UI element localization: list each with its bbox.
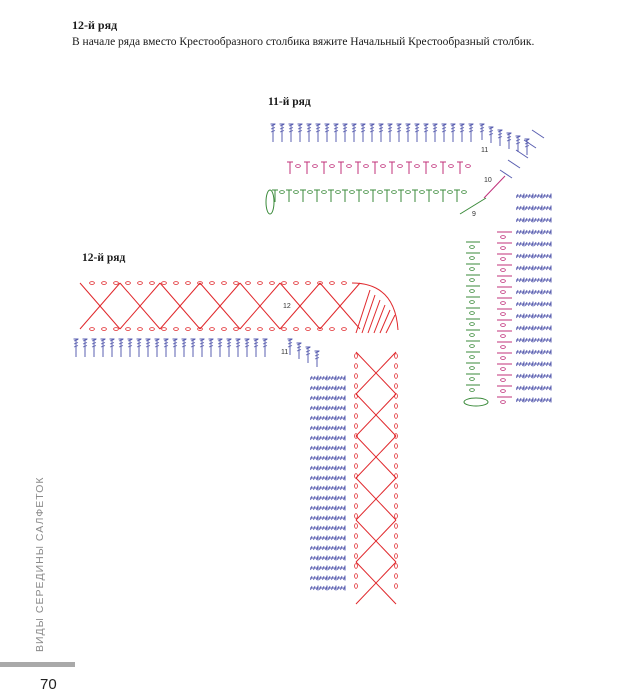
chain-stitch	[501, 258, 506, 261]
chain-stitch	[395, 564, 398, 569]
row-11-label: 11-й ряд	[268, 96, 311, 108]
chain-stitch	[355, 384, 358, 389]
chain-stitch	[395, 384, 398, 389]
chain-stitch	[470, 378, 475, 381]
page-number: 70	[40, 676, 57, 693]
chain-stitch	[234, 328, 239, 331]
chain-stitch	[501, 324, 506, 327]
chain-stitch	[355, 354, 358, 359]
chain-stitch	[270, 328, 275, 331]
chain-stitch	[150, 282, 155, 285]
chain-stitch	[126, 282, 131, 285]
chain-stitch	[395, 444, 398, 449]
chain-stitch	[395, 364, 398, 369]
chain-stitch	[355, 484, 358, 489]
chain-stitch	[395, 574, 398, 579]
chain-stitch	[355, 554, 358, 559]
chain-stitch	[395, 464, 398, 469]
chain-stitch	[462, 191, 467, 194]
cross-stitch	[368, 300, 380, 333]
chain-stitch	[470, 312, 475, 315]
chain-stitch	[355, 464, 358, 469]
chain-stitch	[470, 334, 475, 337]
chain-stitch	[470, 323, 475, 326]
chain-stitch	[392, 191, 397, 194]
chain-stitch	[395, 554, 398, 559]
chain-stitch	[355, 364, 358, 369]
chain-stitch	[355, 564, 358, 569]
chain-stitch	[501, 401, 506, 404]
chain-stitch	[355, 534, 358, 539]
cross-stitch	[386, 315, 395, 333]
row-marker-11-bottom: 11	[281, 349, 289, 356]
chain-stitch	[395, 414, 398, 419]
chain-stitch	[306, 282, 311, 285]
chain-stitch	[330, 282, 335, 285]
chain-stitch	[355, 524, 358, 529]
chain-stitch	[258, 328, 263, 331]
chain-stitch	[355, 414, 358, 419]
chain-stitch	[102, 282, 107, 285]
chain-stitch	[395, 484, 398, 489]
chain-stitch	[186, 328, 191, 331]
chain-stitch	[234, 282, 239, 285]
chain-stitch	[347, 165, 352, 168]
chain-stitch	[466, 165, 471, 168]
chain-stitch	[355, 494, 358, 499]
chain-stitch	[470, 345, 475, 348]
chain-stitch	[222, 282, 227, 285]
chain-stitch	[420, 191, 425, 194]
chain-stitch	[364, 165, 369, 168]
chain-stitch	[355, 584, 358, 589]
chain-stitch	[470, 367, 475, 370]
chain-stitch	[395, 514, 398, 519]
chart-row-12	[74, 282, 399, 604]
chain-stitch	[432, 165, 437, 168]
chain-stitch	[501, 236, 506, 239]
chain-stitch	[355, 504, 358, 509]
chain-stitch	[355, 454, 358, 459]
chain-stitch	[470, 268, 475, 271]
chain-stitch	[313, 165, 318, 168]
chain-stitch	[395, 584, 398, 589]
chain-stitch	[470, 279, 475, 282]
chain-stitch	[90, 282, 95, 285]
chain-stitch	[282, 328, 287, 331]
chain-stitch	[246, 328, 251, 331]
chain-stitch	[90, 328, 95, 331]
chain-stitch	[306, 328, 311, 331]
chain-stitch	[501, 291, 506, 294]
chain-stitch	[501, 313, 506, 316]
section-heading: 12-й ряд	[72, 18, 118, 32]
chain-stitch	[449, 165, 454, 168]
chain-stitch	[138, 282, 143, 285]
chain-stitch	[210, 328, 215, 331]
chain-stitch	[355, 574, 358, 579]
chain-stitch	[282, 282, 287, 285]
chain-stitch	[470, 257, 475, 260]
chain-stitch	[174, 282, 179, 285]
chain-stitch	[395, 454, 398, 459]
chain-stitch	[501, 247, 506, 250]
chain-stitch	[470, 356, 475, 359]
chain-stitch	[270, 282, 275, 285]
chain-stitch	[162, 282, 167, 285]
chain-loop	[266, 190, 274, 214]
chain-stitch	[355, 424, 358, 429]
chain-stitch	[470, 290, 475, 293]
cross-stitch	[356, 290, 370, 333]
chain-stitch	[470, 389, 475, 392]
chain-stitch	[395, 494, 398, 499]
chain-stitch	[162, 328, 167, 331]
row-12-label: 12-й ряд	[82, 252, 126, 264]
chain-stitch	[355, 404, 358, 409]
chain-stitch	[501, 368, 506, 371]
chain-stitch	[470, 246, 475, 249]
chain-stitch	[280, 191, 285, 194]
chain-stitch	[355, 514, 358, 519]
chain-stitch	[395, 374, 398, 379]
chain-stitch	[308, 191, 313, 194]
chain-stitch	[355, 544, 358, 549]
instruction-text: В начале ряда вместо Крестообразного столбика вяжите Начальный Крестообразный столбик.	[72, 36, 535, 48]
chain-stitch	[294, 191, 299, 194]
chain-stitch	[330, 328, 335, 331]
page-bar	[0, 662, 75, 667]
chain-stitch	[395, 524, 398, 529]
chain-stitch	[395, 404, 398, 409]
cross-stitch	[362, 295, 375, 333]
chain-stitch	[342, 282, 347, 285]
chain-stitch	[406, 191, 411, 194]
chain-stitch	[138, 328, 143, 331]
chain-stitch	[501, 335, 506, 338]
chain-stitch	[355, 374, 358, 379]
chain-stitch	[322, 191, 327, 194]
chain-stitch	[150, 328, 155, 331]
chain-stitch	[395, 504, 398, 509]
chain-stitch	[174, 328, 179, 331]
chain-stitch	[501, 269, 506, 272]
cross-stitch	[374, 305, 385, 333]
row-marker-12: 12	[283, 303, 291, 310]
chain-stitch	[336, 191, 341, 194]
section-side-title: ВИДЫ СЕРЕДИНЫ САЛФЕТОК	[34, 476, 46, 652]
chain-stitch	[296, 165, 301, 168]
chain-stitch	[501, 357, 506, 360]
chain-stitch	[434, 191, 439, 194]
row-marker-9: 9	[472, 211, 476, 218]
chain-stitch	[330, 165, 335, 168]
chain-stitch	[222, 328, 227, 331]
chain-stitch	[395, 544, 398, 549]
chain-stitch	[501, 346, 506, 349]
chain-stitch	[210, 282, 215, 285]
chain-stitch	[448, 191, 453, 194]
stitch-symbol	[508, 160, 520, 168]
chain-stitch	[246, 282, 251, 285]
chain-stitch	[501, 302, 506, 305]
row-marker-11-top: 11	[481, 147, 489, 154]
chain-stitch	[294, 328, 299, 331]
chain-stitch	[395, 534, 398, 539]
chain-stitch	[342, 328, 347, 331]
chain-stitch	[378, 191, 383, 194]
chain-stitch	[395, 354, 398, 359]
chain-stitch	[501, 379, 506, 382]
chain-stitch	[395, 424, 398, 429]
chain-stitch	[381, 165, 386, 168]
stitch-symbol	[532, 130, 544, 138]
chain-stitch	[398, 165, 403, 168]
chain-stitch	[501, 280, 506, 283]
chain-stitch	[258, 282, 263, 285]
chain-loop	[464, 398, 488, 406]
chain-stitch	[501, 390, 506, 393]
chain-stitch	[294, 282, 299, 285]
chart-row-11	[266, 124, 551, 406]
chain-stitch	[114, 282, 119, 285]
chain-stitch	[102, 328, 107, 331]
chain-stitch	[364, 191, 369, 194]
chain-stitch	[415, 165, 420, 168]
row-marker-10: 10	[484, 177, 492, 184]
stitch-symbol	[516, 150, 528, 158]
chain-stitch	[126, 328, 131, 331]
chain-stitch	[114, 328, 119, 331]
chain-stitch	[350, 191, 355, 194]
chain-stitch	[186, 282, 191, 285]
stitch-symbol	[500, 170, 512, 178]
chain-stitch	[355, 444, 358, 449]
chain-stitch	[470, 301, 475, 304]
